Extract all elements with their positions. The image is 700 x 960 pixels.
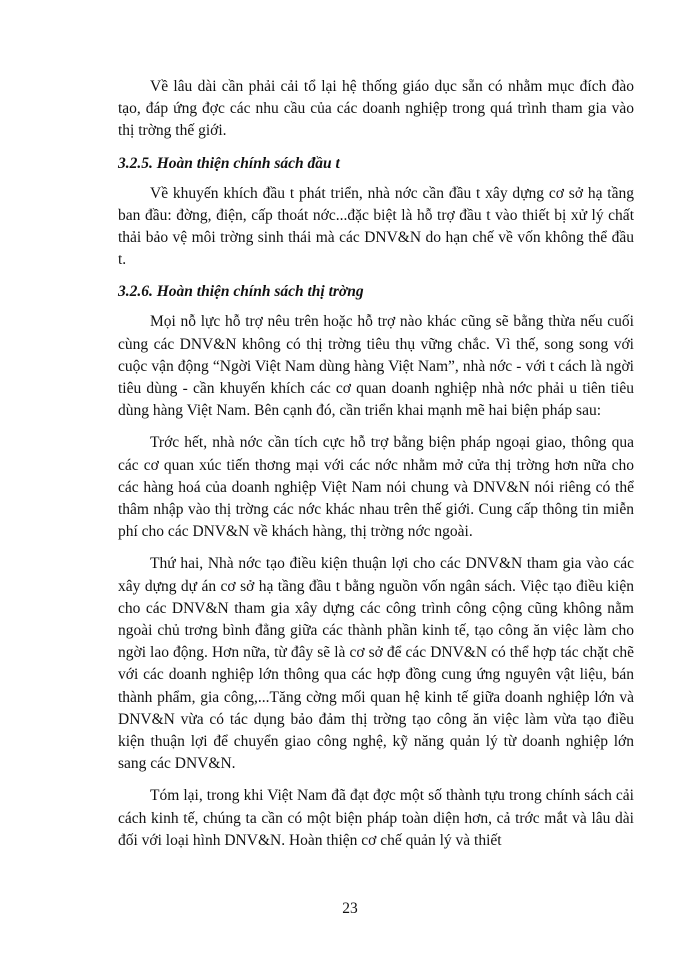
page-body <box>118 76 634 862</box>
page-number: 23 <box>342 900 358 917</box>
paragraph-diplomatic-support: Trớc hết, nhà nớc cần tích cực hỗ trợ bằng biện pháp ngoại giao, thông qua các cơ quan xúc tiến thơng mại với các nớc nhằm mở cửa thị trờng hơn nữa cho các hàng hoá của doanh nghiệp Việt Nam nói chung và DNV&N nói riêng có thể thâm nhập vào thị trờng các nớc khác nhau trên thế giới. Cung cấp thông tin miễn phí cho các DNV&N về khách hàng, thị trờng nớc ngoài. <box>118 434 634 541</box>
section-heading-investment-policy: 3.2.5. Hoàn thiện chính sách đầu t <box>118 154 340 172</box>
paragraph-infrastructure-projects: Thứ hai, Nhà nớc tạo điều kiện thuận lợi cho các DNV&N tham gia vào các xây dựng dự án cơ sở hạ tầng đầu t bằng nguồn vốn ngân sách. Việc tạo điều kiện cho các DNV&N tham gia xây dựng các công trình công cộng cũng không nằm ngoài chủ trơng bình đẳng giữa các thành phần kinh tế, tạo công ăn việc làm cho ngời lao động. Hơn nữa, từ đây sẽ là cơ sở để các DNV&N có thể hợp tác chặt chẽ với các doanh nghiệp lớn thông qua các hợp đồng cung ứng nguyên vật liệu, bán thành phẩm, gia công,...Tăng cờng mối quan hệ kinh tế giữa doanh nghiệp lớn và DNV&N vừa có tác dụng bảo đảm thị trờng tạo công ăn việc làm vừa tạo điều kiện thuận lợi để chuyển giao công nghệ, kỹ năng quản lý từ doanh nghiệp lớn sang các DNV&N. <box>118 555 634 773</box>
section-heading-market-policy: 3.2.6. Hoàn thiện chính sách thị trờng <box>118 283 364 301</box>
paragraph-summary: Tóm lại, trong khi Việt Nam đã đạt đợc một số thành tựu trong chính sách cải cách kinh tế, chúng ta cần có một biện pháp toàn diện hơn, cả trớc mắt và lâu dài đối với loại hình DNV&N. Hoàn thiện cơ chế quản lý và thiết <box>118 787 634 849</box>
paragraph-education-reform: Về lâu dài cần phải cải tổ lại hệ thống giáo dục sẵn có nhằm mục đích đào tạo, đáp ứng đợc các nhu cầu của các doanh nghiệp trong quá trình tham gia vào thị trờng thế giới. <box>118 78 634 140</box>
paragraph-market-support: Mọi nỗ lực hỗ trợ nêu trên hoặc hỗ trợ nào khác cũng sẽ bằng thừa nếu cuối cùng các DNV&N không có thị trờng tiêu thụ vững chắc. Vì thế, song song với cuộc vận động “Ngời Việt Nam dùng hàng Việt Nam”, nhà nớc - với t cách là ngời tiêu dùng - cần khuyến khích các cơ quan doanh nghiệp nhà nớc phải u tiên tiêu dùng hàng Việt Nam. Bên cạnh đó, cần triển khai mạnh mẽ hai biện pháp sau: <box>118 313 634 420</box>
paragraph-investment-incentives: Về khuyến khích đầu t phát triển, nhà nớc cần đầu t xây dựng cơ sở hạ tầng ban đầu: đờng, điện, cấp thoát nớc...đặc biệt là hỗ trợ đầu t vào thiết bị xử lý chất thải bảo vệ môi trờng sinh thái mà các DNV&N do hạn chế về vốn không thể đầu t. <box>118 184 634 269</box>
